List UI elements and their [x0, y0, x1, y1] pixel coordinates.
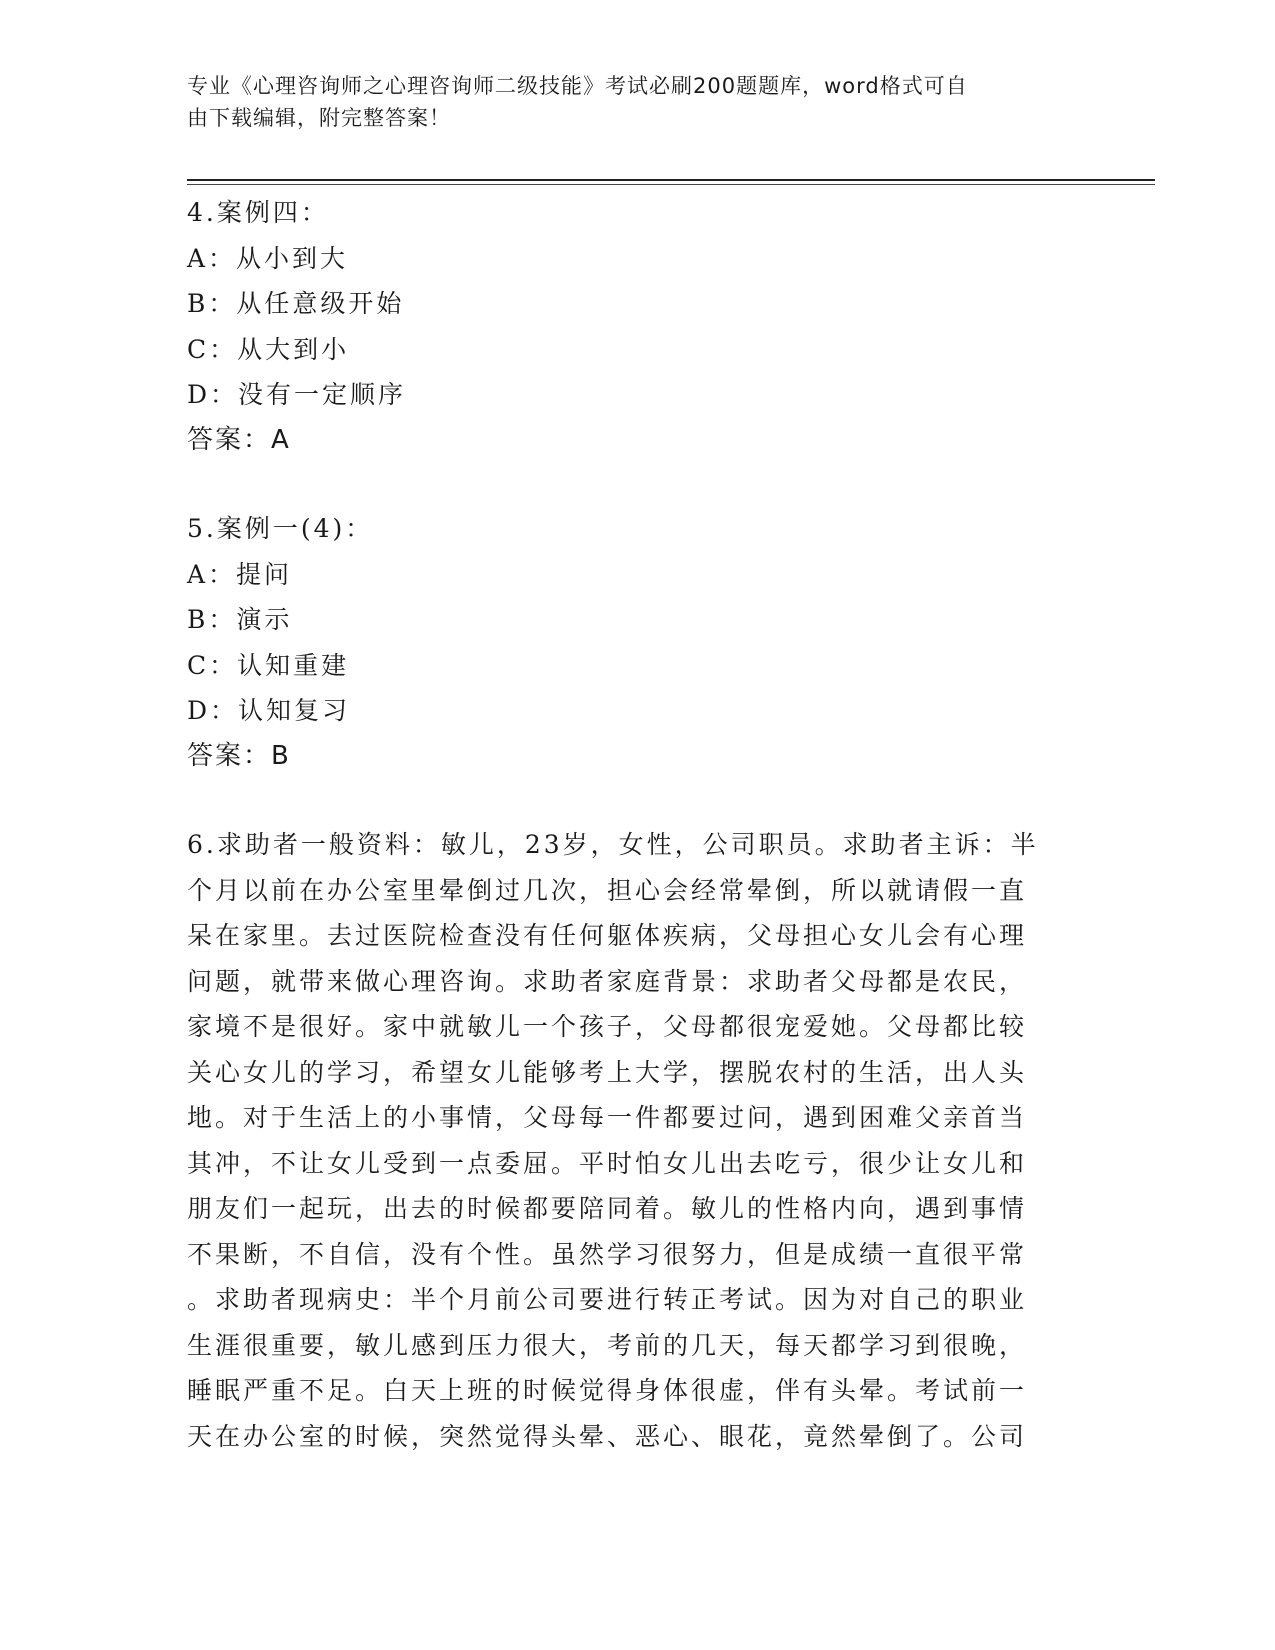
case-line: 家境不是很好。家中就敏儿一个孩子，父母都很宠爱她。父母都比较 [187, 1012, 1028, 1041]
option-a: A：提问 [187, 559, 293, 589]
case-line: 呆在家里。去过医院检查没有任何躯体疾病，父母担心女儿会有心理 [187, 921, 1028, 950]
case-line: 不果断，不自信，没有个性。虽然学习很努力，但是成绩一直很平常 [187, 1239, 1028, 1269]
option-a: A：从小到大 [187, 243, 349, 273]
option-b: B：从任意级开始 [187, 289, 405, 318]
case-line: 问题，就带来做心理咨询。求助者家庭背景：求助者父母都是农民， [187, 966, 1028, 996]
question-stem: 4.案例四： [187, 198, 329, 227]
case-line: 其冲，不让女儿受到一点委屈。平时怕女儿出去吃亏，很少让女儿和 [187, 1148, 1028, 1178]
question-5 [187, 506, 1067, 779]
case-line: 睡眠严重不足。白天上班的时候觉得身体很虚，伴有头晕。考试前一 [187, 1376, 1028, 1405]
case-line: 6.求助者一般资料：敏儿，23岁，女性，公司职员。求助者主诉：半 [187, 830, 1039, 859]
case-line: 。求助者现病史：半个月前公司要进行转正考试。因为对自己的职业 [187, 1285, 1028, 1314]
header-line-2: 由下载编辑，附完整答案！ [187, 106, 451, 130]
spacer [187, 779, 1067, 822]
header-divider-thick [187, 179, 1155, 181]
answer-line: 答案：B [187, 740, 291, 771]
case-line: 朋友们一起玩，出去的时候都要陪同着。敏儿的性格内向，遇到事情 [187, 1194, 1028, 1223]
case-line: 关心女儿的学习，希望女儿能够考上大学，摆脱农村的生活，出人头 [187, 1057, 1028, 1087]
option-d: D：没有一定顺序 [187, 380, 407, 409]
option-c: C：认知重建 [187, 650, 350, 680]
case-line: 天在办公室的时候，突然觉得头晕、恶心、眼花，竟然晕倒了。公司 [187, 1421, 1028, 1451]
question-6-case-text [187, 822, 1067, 1459]
header-line-1: 专业《心理咨询师之心理咨询师二级技能》考试必刷200题题库，word格式可自 [187, 74, 968, 98]
header-divider-thin [187, 184, 1155, 185]
spacer [187, 463, 1067, 506]
option-c: C：从大到小 [187, 334, 350, 364]
document-header [187, 70, 1067, 134]
case-line: 个月以前在办公室里晕倒过几次，担心会经常晕倒，所以就请假一直 [187, 875, 1028, 905]
option-b: B：演示 [187, 605, 293, 634]
case-line: 生涯很重要，敏儿感到压力很大，考前的几天，每天都学习到很晚， [187, 1330, 1028, 1360]
question-4 [187, 190, 1067, 463]
case-line: 地。对于生活上的小事情，父母每一件都要过问，遇到困难父亲首当 [187, 1103, 1028, 1132]
answer-line: 答案：A [187, 424, 291, 455]
question-stem: 5.案例一(4)： [187, 514, 374, 543]
document-body [187, 190, 1067, 1459]
option-d: D：认知复习 [187, 696, 351, 725]
